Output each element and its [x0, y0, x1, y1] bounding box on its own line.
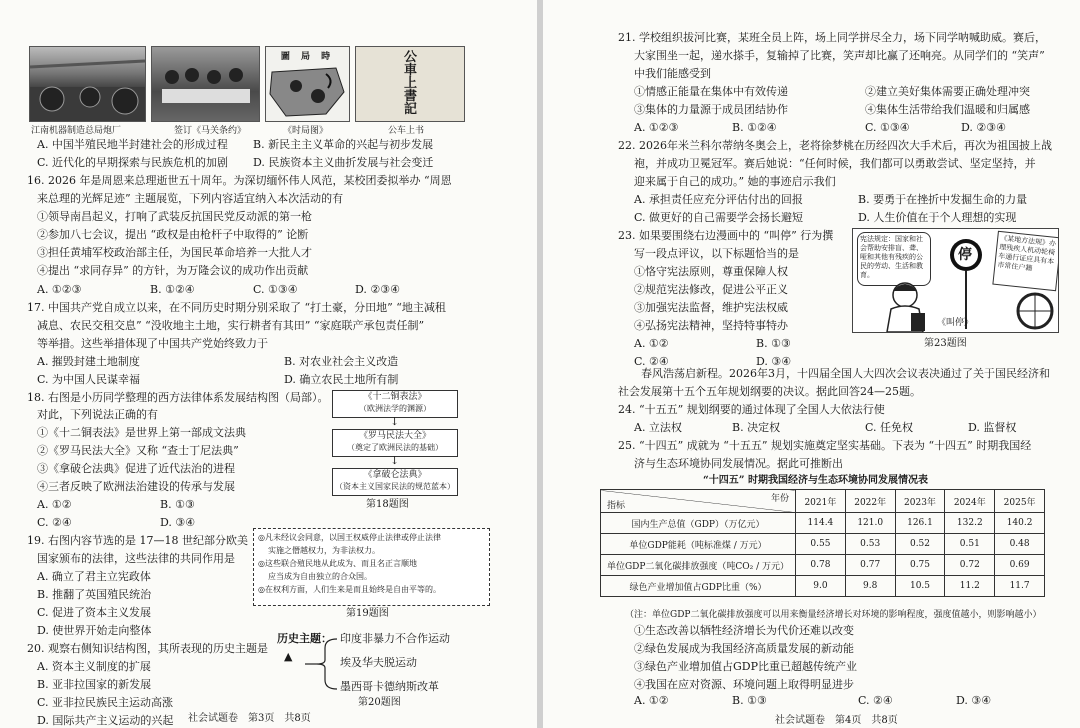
- law-box-title: 《十二铜表法》: [363, 392, 427, 402]
- excerpt-line: 实施之僭越权力，为非法权力。: [268, 546, 380, 555]
- q16-option-d: D. ②③④: [355, 283, 401, 296]
- section-intro-line: 春风浩荡启新程。2026年3月，十四届全国人大四次会议表决通过了关于国民经济和: [641, 367, 1050, 380]
- q21-item: ④集体生活带给我们温暖和归属感: [865, 103, 1030, 116]
- table-cell: 0.77: [845, 555, 895, 576]
- q17-option-b: B. 对农业社会主义改造: [284, 355, 399, 368]
- q25-option-b: B. ①③: [732, 694, 767, 707]
- table-cell: 121.0: [845, 513, 895, 534]
- table-corner-cell: [601, 490, 796, 513]
- q20-diagram-label: 历史主题：: [277, 632, 332, 645]
- q15-option-c: C. 近代化的早期探索与民族危机的加剧: [37, 156, 229, 169]
- q25-item: ①生态改善以牺牲经济增长为代价还难以改变: [634, 624, 854, 637]
- law-box-title: 《罗马民法大全》: [358, 431, 431, 441]
- q23-cartoon: [852, 228, 1059, 333]
- q18-option-a: A. ①②: [37, 498, 72, 511]
- shijutu-map: [266, 62, 349, 120]
- q21-stem-line: 中我们能感受到: [634, 67, 711, 80]
- q21-option-d: D. ②③④: [961, 121, 1007, 134]
- q24-stem: 24. “十五五” 规划纲要的通过体现了全国人大依法行使: [618, 403, 885, 416]
- q21-item: ①情感正能量在集体中有效传递: [634, 85, 788, 98]
- table-cell: 0.78: [796, 555, 846, 576]
- q17-option-d: D. 确立农民土地所有制: [284, 373, 399, 386]
- caption-treaty: 签订《马关条约》: [174, 126, 247, 136]
- treaty-illustration: [152, 47, 259, 121]
- q18-option-d: D. ③④: [160, 516, 196, 529]
- excerpt-line: ◎在权利方面，人们生来是而且始终是自由平等的。: [258, 585, 441, 594]
- exam-page-4: [543, 0, 1080, 728]
- q24-option-d: D. 监督权: [968, 421, 1017, 434]
- caption-gongche: 公车上书: [388, 126, 425, 136]
- q19-option-c: C. 促进了资本主义发展: [37, 606, 152, 619]
- shijutu-title: 圖 局 時: [280, 52, 335, 62]
- q23-option-c: C. ②④: [634, 355, 669, 368]
- year-header: 2024年: [945, 490, 995, 513]
- q23-option-d: D. ③④: [756, 355, 792, 368]
- table-cell: 0.53: [845, 534, 895, 555]
- cartoon-title: 《叫停》: [937, 318, 974, 328]
- table-cell: 0.69: [995, 555, 1045, 576]
- page-footer: 社会试题卷 第4页 共8页: [775, 715, 898, 726]
- q16-option-c: C. ①③④: [253, 283, 298, 296]
- year-header: 2022年: [845, 490, 895, 513]
- corner-indicator-label: 指标: [607, 501, 626, 511]
- q23-item: ②规范宪法修改，促进公平正义: [634, 283, 788, 296]
- table-row: [601, 576, 1045, 597]
- q15-option-b: B. 新民主主义革命的兴起与初步发展: [253, 138, 434, 151]
- law-box-napoleonic: [332, 468, 458, 496]
- q19-stem-line: 国家颁布的法律，这些法律的共同作用是: [37, 552, 235, 565]
- q21-item: ③集体的力量源于成员团结协作: [634, 103, 788, 116]
- table-cell: 0.51: [945, 534, 995, 555]
- photo-treaty: [151, 46, 260, 122]
- table-note: （注：单位GDP二氧化碳排放强度可以用来衡量经济增长对环境的影响程度，强度值越小，则影响越小）: [625, 610, 1042, 620]
- table-row: [601, 555, 1045, 576]
- excerpt-line: ◎这些联合殖民地从此成为、而且名正言顺地: [258, 559, 417, 568]
- q18-item: ①《十二铜表法》是世界上第一部成文法典: [37, 426, 246, 439]
- q15-option-d: D. 民族资本主义曲折发展与社会变迁: [253, 156, 434, 169]
- year-header: 2023年: [895, 490, 945, 513]
- table-cell: 0.55: [796, 534, 846, 555]
- q19-law-excerpt-box: [253, 528, 490, 606]
- q17-stem-line: 17. 中国共产党自成立以来，在不同历史时期分别采取了 “打土豪，分田地” “地主减租: [27, 301, 446, 314]
- q23-figure-caption: 第23题图: [924, 338, 967, 349]
- excerpt-line: 应当成为自由独立的合众国。: [268, 572, 372, 581]
- law-box-twelve-tables: [332, 390, 458, 418]
- table-cell: 132.2: [945, 513, 995, 534]
- q19-stem-line: 19. 右图内容节选的是 17—18 世纪部分欧美: [27, 534, 248, 547]
- q25-option-d: D. ③④: [956, 694, 992, 707]
- caption-shijutu: 《时局图》: [283, 126, 329, 136]
- law-box-note: （奠定了欧洲民法的基础）: [347, 443, 443, 452]
- table-title: “十四五” 时期我国经济与生态环境协同发展情况表: [703, 475, 928, 486]
- page-footer: 社会试题卷 第3页 共8页: [188, 713, 311, 724]
- q19-figure-caption: 第19题图: [346, 608, 389, 619]
- q23-item: ④弘扬宪法精神，坚持特事特办: [634, 319, 788, 332]
- q23-stem-line: 写一段点评议，以下标题恰当的是: [634, 247, 799, 260]
- q16-item: ②参加八七会议，提出 “政权是由枪杆子中取得的” 论断: [37, 228, 309, 241]
- law-box-title: 《拿破仑法典》: [363, 470, 427, 480]
- q22-option-a: A. 承担责任应充分评估付出的回报: [634, 193, 803, 206]
- corner-year-label: 年份: [770, 494, 789, 504]
- law-box-note: （资本主义国家民法的规范蓝本）: [335, 482, 455, 491]
- table-cell: 11.7: [995, 576, 1045, 597]
- bubble-text: 宪法规定：国家和社会帮助安排盲、聋、哑和其他有残疾的公民的劳动、生活和教育。: [860, 235, 923, 279]
- gdp-table: [600, 489, 1045, 597]
- q18-item: ②《罗马民法大全》又称 “查士丁尼法典”: [37, 444, 239, 457]
- cartoon-regulation-note: [992, 231, 1059, 291]
- table-cell: 0.48: [995, 534, 1045, 555]
- gongche-title: 公車上書記: [404, 50, 418, 117]
- q23-item: ③加强宪法监督，维护宪法权威: [634, 301, 788, 314]
- q25-item: ③绿色产业增加值占GDP比重已超越传统产业: [634, 660, 858, 673]
- q24-option-c: C. 任免权: [865, 421, 914, 434]
- row-label: 单位GDP能耗（吨标准煤 / 万元）: [601, 534, 796, 555]
- row-label: 国内生产总值（GDP）（万亿元）: [601, 513, 796, 534]
- q25-item: ④我国在应对资源、环境问题上取得明显进步: [634, 678, 854, 691]
- table-cell: 0.72: [945, 555, 995, 576]
- q21-item: ②建立美好集体需要正确处理冲突: [865, 85, 1030, 98]
- q16-item: ④提出 “求同存异” 的方针，为万隆会议的成功作出贡献: [37, 264, 309, 277]
- row-label: 单位GDP二氧化碳排放强度（吨CO₂ / 万元）: [601, 555, 796, 576]
- arsenal-illustration: [30, 47, 145, 121]
- q15-option-a: A. 中国半殖民地半封建社会的形成过程: [37, 138, 228, 151]
- q22-option-c: C. 做更好的自己需要学会扬长避短: [634, 211, 804, 224]
- q18-item: ③《拿破仑法典》促进了近代法治的进程: [37, 462, 235, 475]
- q18-item: ④三者反映了欧洲法治建设的传承与发展: [37, 480, 235, 493]
- q25-option-a: A. ①②: [634, 694, 669, 707]
- table-cell: 114.4: [796, 513, 846, 534]
- q19-option-b: B. 推翻了英国殖民统治: [37, 588, 152, 601]
- q18-figure-caption: 第18题图: [366, 499, 409, 510]
- table-header-row: [601, 490, 1045, 513]
- q22-stem-line: 22. 2026年米兰科尔蒂纳冬奥会上，老将徐梦桃在历经四次大手术后，再次为祖国披上战: [618, 139, 1052, 152]
- q23-option-b: B. ①③: [756, 337, 791, 350]
- year-header: 2025年: [995, 490, 1045, 513]
- q20-blank-triangle-icon: ▲: [284, 650, 293, 663]
- q16-item: ③担任黄埔军校政治部主任，为国民革命培养一大批人才: [37, 246, 312, 259]
- caption-arsenal: 江南机器制造总局炮厂: [31, 126, 122, 136]
- q18-option-c: C. ②④: [37, 516, 72, 529]
- q21-stem-line: 21. 学校组织拔河比赛，某班全员上阵，场上同学拼尽全力，场下同学呐喊助威。赛后，: [618, 31, 1046, 44]
- q25-item: ②绿色发展成为我国经济高质量发展的新动能: [634, 642, 854, 655]
- q21-option-c: C. ①③④: [865, 121, 910, 134]
- q22-option-b: B. 要勇于在挫折中发掘生命的力量: [858, 193, 1028, 206]
- q22-stem-line: 迎来属于自己的成功。” 她的事迹启示我们: [634, 175, 836, 188]
- q25-stem-line: 济与生态环境协同发展情况。据此可推断出: [634, 457, 843, 470]
- q18-option-b: B. ①③: [160, 498, 195, 511]
- q21-stem-line: 大家围坐一起，递水搽手，复输掉了比赛，笑声却比赢了还响亮。从同学们的 “笑声”: [634, 49, 1045, 62]
- photo-gongche: [355, 46, 465, 122]
- q20-figure-caption: 第20题图: [358, 697, 401, 708]
- table-cell: 126.1: [895, 513, 945, 534]
- q17-option-c: C. 为中国人民谋幸福: [37, 373, 141, 386]
- q21-option-b: B. ①②④: [732, 121, 777, 134]
- arrow-down-icon: ↓: [390, 454, 400, 467]
- section-intro-line: 社会发展第十五个五年规划纲要的决议。据此回答24—25题。: [618, 385, 921, 398]
- table-cell: 0.52: [895, 534, 945, 555]
- q16-stem-line: 16. 2026 年是周恩来总理逝世五十周年。为深切缅怀伟人风范，某校团委拟举办 “周恩: [27, 174, 452, 187]
- table-cell: 11.2: [945, 576, 995, 597]
- q20-stem: 20. 观察右侧知识结构图，其所表现的历史主题是: [27, 642, 268, 655]
- q16-item: ①领导南昌起义，打响了武装反抗国民党反动派的第一枪: [37, 210, 312, 223]
- q16-option-b: B. ①②④: [150, 283, 195, 296]
- q20-brace: [305, 636, 339, 692]
- q23-stem-line: 23. 如果要围绕右边漫画中的 “叫停” 行为撰: [618, 229, 834, 242]
- table-row: [601, 513, 1045, 534]
- table-cell: 9.0: [796, 576, 846, 597]
- q25-option-c: C. ②④: [858, 694, 893, 707]
- q24-option-b: B. 决定权: [732, 421, 781, 434]
- q20-option-b: B. 亚非拉国家的新发展: [37, 678, 152, 691]
- q18-stem-line: 对此，下列说法正确的有: [37, 408, 158, 421]
- row-label: 绿色产业增加值占GDP比重（%）: [601, 576, 796, 597]
- table-row: [601, 534, 1045, 555]
- stop-sign-icon: 停: [958, 247, 972, 263]
- q19-option-a: A. 确立了君主立宪政体: [37, 570, 151, 583]
- q18-stem-line: 18. 右图是小历同学整理的西方法律体系发展结构图（局部）。: [27, 391, 329, 404]
- year-header: 2021年: [796, 490, 846, 513]
- q25-stem-line: 25. “十四五” 成就为 “十五五” 规划实施奠定坚实基础。下表为 “十四五” 时期我国经: [618, 439, 1032, 452]
- law-box-corpus-juris: [332, 429, 458, 457]
- q16-stem-line: 来总理的光辉足迹” 主题展览，下列内容适宜纳入本次活动的有: [37, 192, 344, 205]
- photo-shijutu: [265, 46, 350, 122]
- q22-option-d: D. 人生价值在于个人理想的实现: [858, 211, 1017, 224]
- q20-option-a: A. 资本主义制度的扩展: [37, 660, 151, 673]
- q20-option-c: C. 亚非拉民族民主运动高涨: [37, 696, 174, 709]
- table-cell: 0.75: [895, 555, 945, 576]
- table-cell: 10.5: [895, 576, 945, 597]
- q20-diagram-item: 印度非暴力不合作运动: [340, 632, 450, 645]
- photo-arsenal: [29, 46, 146, 122]
- law-box-note: （欧洲法学的渊源）: [359, 404, 431, 413]
- q19-option-d: D. 使世界开始走向整体: [37, 624, 152, 637]
- q17-stem-line: 减息、农民交租交息” “没收地主土地，实行耕者有其田” “家庭联产承包责任制”: [37, 319, 425, 332]
- q16-option-a: A. ①②③: [37, 283, 82, 296]
- table-cell: 9.8: [845, 576, 895, 597]
- q20-option-d: D. 国际共产主义运动的兴起: [37, 714, 174, 727]
- excerpt-line: ◎凡未经议会同意，以国王权威停止法律或停止法律: [258, 533, 441, 542]
- arrow-down-icon: ↓: [390, 415, 400, 428]
- q23-option-a: A. ①②: [634, 337, 669, 350]
- q20-diagram-item: 墨西哥卡德纳斯改革: [340, 680, 439, 693]
- q23-item: ①恪守宪法原则，尊重保障人权: [634, 265, 788, 278]
- regulation-text: 《某地方法规》办理残疾人机动轮椅车通行证应具有本市常住户籍: [997, 234, 1057, 273]
- q17-option-a: A. 摧毁封建土地制度: [37, 355, 140, 368]
- q24-option-a: A. 立法权: [634, 421, 682, 434]
- table-cell: 140.2: [995, 513, 1045, 534]
- q20-diagram-item: 埃及华夫脱运动: [340, 656, 417, 669]
- exam-page-3: [0, 0, 537, 728]
- q17-stem-line: 等举措。这些举措体现了中国共产党始终致力于: [37, 337, 268, 350]
- q21-option-a: A. ①②③: [634, 121, 679, 134]
- q22-stem-line: 袍，并成功卫冕冠军。赛后她说：“任何时候，我们都可以勇敢尝试、坚定坚持，并: [634, 157, 1036, 170]
